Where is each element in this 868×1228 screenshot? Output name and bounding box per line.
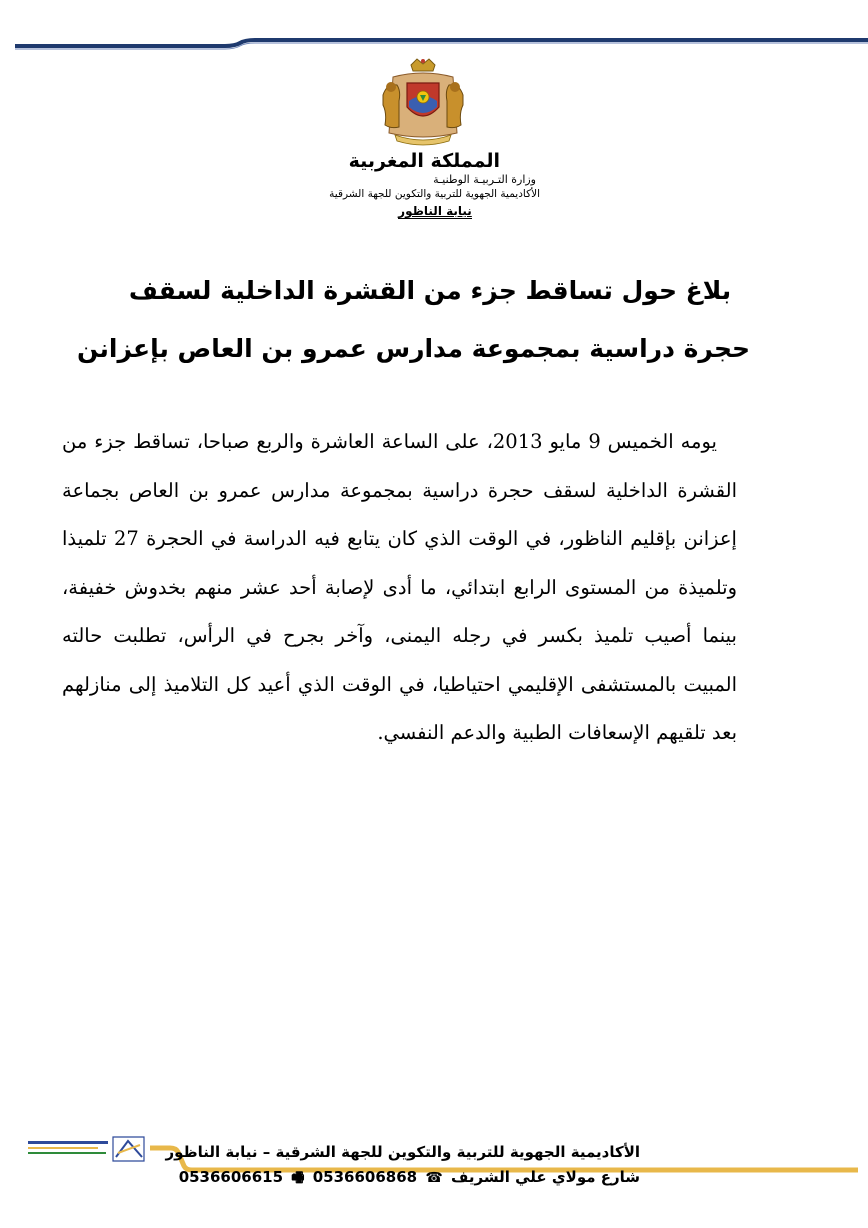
kingdom-name: المملكة المغربية (348, 150, 500, 172)
footer-institution: الأكاديمية الجهوية للتربية والتكوين للجهة الشرقية – نيابة الناظور (165, 1143, 640, 1161)
letterhead (280, 150, 540, 220)
title-line-2: حجرة دراسية بمجموعة مدارس عمرو بن العاص بإعزانن (77, 334, 750, 363)
header-rule (0, 0, 868, 60)
academy-logo (18, 1133, 146, 1165)
directorate-name (330, 202, 540, 220)
footer-phone: 0536606868 (312, 1168, 418, 1186)
communique-title (77, 262, 750, 378)
footer-fax: 0536606615 (178, 1168, 284, 1186)
fax-icon: 🖷 (291, 1170, 305, 1186)
phone-icon: ☎ (425, 1170, 443, 1186)
footer-address: شارع مولاي علي الشريف (451, 1168, 640, 1186)
title-line-1: بلاغ حول تساقط جزء من القشرة الداخلية لسقف (128, 276, 732, 305)
footer-contact (150, 1140, 640, 1191)
coat-of-arms-emblem (373, 55, 473, 147)
communique-body: يومه الخميس 9 مايو 2013، على الساعة العاشرة والربع صباحا، تساقط جزء من القشرة الداخلية لسقف حجرة دراسية بمجموعة مدارس عمرو بن العاص بجماعة إعزانن بإقليم الناظور، في الوقت الذي كان يتابع فيه الدراسة في الحجرة 27 تلميذا وتلميذة من المستوى الرابع ابتدائي، ما أدى لإصابة أحد عشر منهم بخدوش خفيفة، بينما أصيب تلميذ بكسر في رجله اليمنى، وآخر بجرح في الرأس، تطلبت حالته المبيت بالمستشفى الإقليمي احتياطيا، في الوقت الذي أعيد كل التلاميذ إلى منازلهم بعد تلقيهم الإسعافات الطبية والدعم النفسي. (62, 430, 737, 744)
ministry-name: وزارة التـربيـة الوطنيـة (433, 173, 536, 186)
directorate-label: نيابة الناظور (398, 204, 472, 218)
footer-address-line (150, 1165, 640, 1191)
academy-name: الأكاديمية الجهوية للتربية والتكوين للجهة الشرقية (329, 188, 540, 200)
